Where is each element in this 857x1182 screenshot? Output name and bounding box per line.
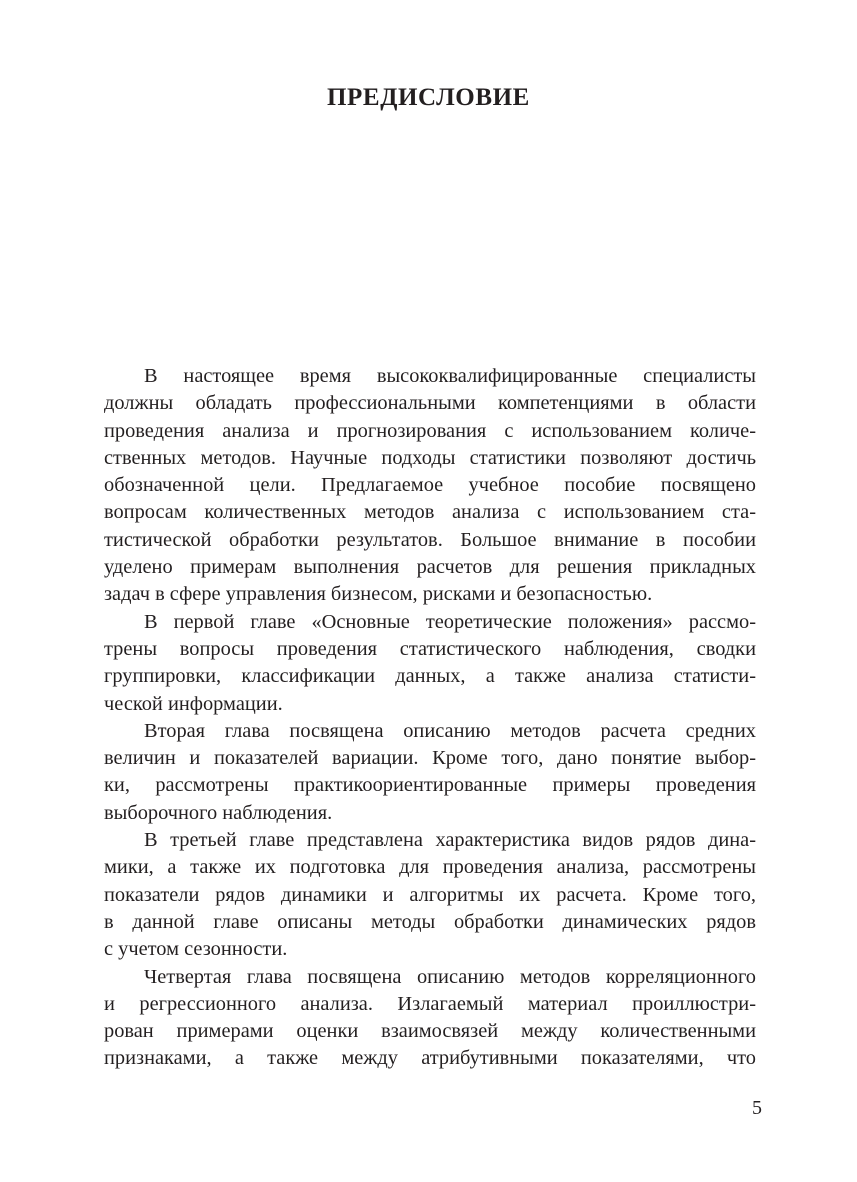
text-line: величин и показателей вариации. Кроме того, дано понятие выбор- [104, 747, 756, 770]
text-line: группировки, классификации данных, а также анализа статисти- [104, 665, 756, 688]
paragraph [104, 363, 756, 609]
text-line: Вторая глава посвящена описанию методов расчета средних [144, 719, 756, 742]
paragraph [104, 718, 756, 827]
text-line: В настоящее время высококвалифицированные специалисты [144, 365, 756, 387]
paragraph [104, 964, 756, 1073]
text-line: рован примерами оценки взаимосвязей между количественными [104, 1020, 756, 1043]
text-line: ки, рассмотрены практикоориентированные примеры проведения [104, 774, 756, 797]
text-line: ственных методов. Научные подходы статистики позволяют достичь [104, 446, 756, 469]
text-line: В третьей главе представлена характеристика видов рядов дина- [144, 829, 756, 852]
text-line: задач в сфере управления бизнесом, рисками и безопасностью. [104, 583, 653, 606]
text-line: проведения анализа и прогнозирования с использованием количе- [104, 419, 756, 442]
text-line: выборочного наблюдения. [104, 801, 333, 824]
text-line: В первой главе «Основные теоретические положения» рассмо- [144, 610, 756, 633]
text-line: показатели рядов динамики и алгоритмы их расчета. Кроме того, [104, 883, 756, 906]
paragraph [104, 827, 756, 963]
text-line: должны обладать профессиональными компетенциями в области [104, 392, 756, 415]
text-line: уделено примерам выполнения расчетов для решения прикладных [104, 556, 756, 579]
text-line: в данной главе описаны методы обработки динамических рядов [104, 910, 756, 933]
text-line: и регрессионного анализа. Излагаемый материал проиллюстри- [104, 992, 756, 1015]
body-text [104, 363, 756, 1073]
text-line: трены вопросы проведения статистического наблюдения, сводки [104, 637, 756, 660]
page-number: 5 [752, 1097, 762, 1119]
text-line: ческой информации. [104, 692, 283, 715]
text-line: Четвертая глава посвящена описанию методов корреляционного [144, 965, 756, 988]
text-line: обозначенной цели. Предлагаемое учебное пособие посвящено [104, 474, 756, 497]
paragraph [104, 609, 756, 718]
page-title: ПРЕДИСЛОВИЕ [327, 84, 530, 111]
text-line: признаками, а также между атрибутивными показателями, что [104, 1047, 756, 1070]
text-line: вопросам количественных методов анализа с использованием ста- [104, 501, 756, 524]
text-line: с учетом сезонности. [104, 938, 288, 961]
text-line: тистической обработки результатов. Большое внимание в пособии [104, 528, 756, 551]
text-line: мики, а также их подготовка для проведения анализа, рассмотрены [104, 856, 756, 879]
